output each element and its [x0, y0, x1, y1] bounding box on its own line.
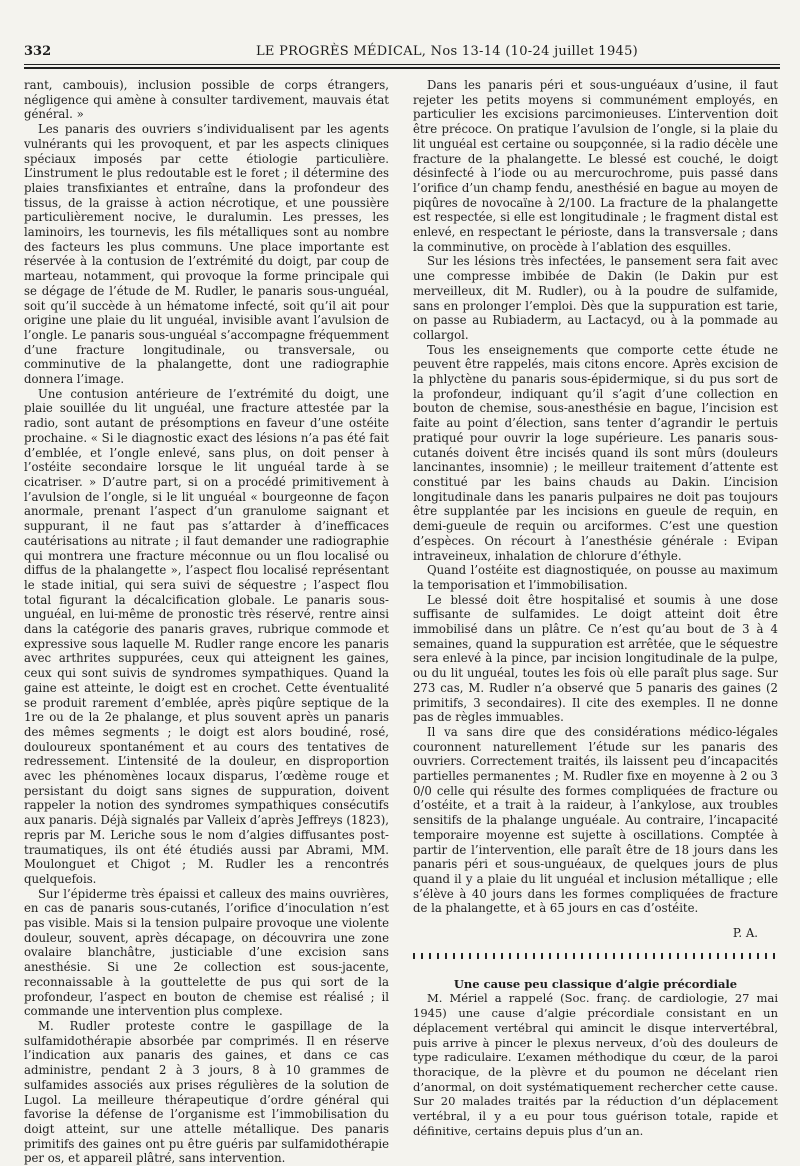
left-column [24, 78, 389, 1166]
paragraph: Sur les lésions très infectées, le pansement sera fait avec une compresse imbibée de Dakin (le Dakin pur est merveilleux, dit M. Rudler), ou à la poudre de sulfamide, sans en prolonger l’emploi. Dès que la suppuration est tarie, on passe au Rubiaderm, au Lactacyd, ou à la pommade au collargol. [413, 254, 778, 342]
page-header [24, 44, 780, 64]
paragraph: Dans les panaris péri et sous-unguéaux d’usine, il faut rejeter les petits moyens si communément employés, en particulier les excisions parcimonieuses. L’intervention doit être précoce. On pratique l’avulsion de l’ongle, si la plaie du lit unguéal est certaine ou soupçonnée, si la radio décèle une fracture de la phalangette. Le blessé est couché, le doigt désinfecté à l’iode ou au mercurochrome, puis passé dans l’orifice d’un champ fendu, anesthésié en bague au moyen de piqûres de novocaïne à 2/100. La fracture de la phalangette est respectée, si elle est longitudinale ; le fragment distal est enlevé, en respectant le périoste, dans la transversale ; dans la comminutive, on procède à l’ablation des esquilles. [413, 78, 778, 254]
article-body: M. Mériel a rappelé (Soc. franç. de cardiologie, 27 mai 1945) une cause d’algie précordiale consistant en un déplacement vertébral qui amincit le disque intervertébral, puis arrive à pincer le plexus nerveux, d’où des douleurs de type radiculaire. L’examen méthodique du cœur, de la paroi thoracique, de la plèvre et du poumon ne décelant rien d’anormal, on doit systématiquement rechercher cette cause. Sur 20 malades traités par la réduction d’un déplacement vertébral, il y a eu pour tous guérison totale, rapide et définitive, certains depuis plus d’un an. [413, 991, 778, 1138]
paragraph: Tous les enseignements que comporte cette étude ne peuvent être rappelés, mais citons encore. Après excision de la phlyctène du panaris sous-épidermique, si du pus sort de la profondeur, indiquant qu’il s’agit d’une collection en bouton de chemise, sous-anesthésie en bague, l’incision est faite au point d’élection, sans tenter d’agrandir le pertuis pratiqué pour ouvrir la loge supérieure. Les panaris sous-cutanés doivent être incisés quand ils sont mûrs (douleurs lancinantes, insomnie) ; le meilleur traitement d’attente est constitué par les bains chauds au Dakin. L’incision longitudinale dans les panaris pulpaires ne doit pas toujours être supplantée par les incisions en gueule de requin, en demi-gueule de requin ou arciformes. C’est une question d’espèces. On récourt à l’anesthésie générale : Evipan intraveineux, inhalation de chlorure d’éthyle. [413, 342, 778, 563]
right-column [413, 78, 778, 1139]
paragraph: Quand l’ostéite est diagnostiquée, on pousse au maximum la temporisation et l’immobilisation. [413, 563, 778, 592]
second-article [413, 977, 778, 1139]
paragraph: Les panaris des ouvriers s’individualisent par les agents vulnérants qui les provoquent, et par les aspects cliniques spéciaux imposés par cette étiologie particulière. L’instrument le plus redoutable est le foret ; il détermine des plaies transfixiantes et entraîne, dans la profondeur des tissus, de la graisse à action nécrotique, et une poussière particulièrement nocive, le duralumin. Les presses, les laminoirs, les tournevis, les fils métalliques sont au nombre des facteurs les plus communs. Une place importante est réservée à la contusion de l’extrémité du doigt, par coup de marteau, notamment, qui provoque la forme principale qui se dégage de l’étude de M. Rudler, le panaris sous-unguéal, soit qu’il succède à un hématome infecté, soit qu’il ait pour origine une plaie du lit unguéal, invisible avant l’avulsion de l’ongle. Le panaris sous-unguéal s’accompagne fréquemment d’une fracture longitudinale, ou transversale, ou comminutive de la phalangette, dont une radiographie donnera l’image. [24, 122, 389, 387]
page-number: 332 [24, 44, 52, 59]
paragraph: M. Rudler proteste contre le gaspillage de la sulfamidothérapie absorbée par comprimés. Il en réserve l’indication aux panaris des gaines, et dans ce cas administre, pendant 2 à 3 jours, 8 à 10 grammes de sulfamides associés aux prises régulières de la solution de Lugol. La meilleure thérapeutique d’ordre général qui favorise la défense de l’organisme est l’immobilisation du doigt atteint, sur une attelle métallique. Des panaris primitifs des gaines ont pu être guéris par sulfamidothérapie per os, et appareil plâtré, sans intervention. [24, 1019, 389, 1166]
paragraph: rant, cambouis), inclusion possible de corps étrangers, négligence qui amène à consulter tardivement, mauvais état général. » [24, 78, 389, 122]
author-signature: P. A. [732, 926, 758, 941]
header-rule-thick [24, 67, 780, 69]
paragraph: Le blessé doit être hospitalisé et soumis à une dose suffisante de sulfamides. Le doigt atteint doit être immobilisé dans un plâtre. Ce n’est qu’au bout de 3 à 4 semaines, quand la suppuration est arrêtée, que le séquestre sera enlevé à la pince, par incision longitudinale de la pulpe, ou du lit unguéal, toutes les fois où elle paraît plus sage. Sur 273 cas, M. Rudler n’a observé que 5 panaris des gaines (2 primitifs, 3 secondaires). Il cite des exemples. Il ne donne pas de règles immuables. [413, 592, 778, 725]
running-title: LE PROGRÈS MÉDICAL, Nos 13-14 (10-24 juillet 1945) [255, 44, 639, 59]
paragraph: Il va sans dire que des considérations médico-légales couronnent naturellement l’étude sur les panaris des ouvriers. Correctement traités, ils laissent peu d’incapacités partielles permanentes ; M. Rudler fixe en moyenne à 2 ou 3 0/0 celle qui résulte des formes compliquées de fracture ou d’ostéite, et a trait à la raideur, à l’ankylose, aux troubles sensitifs de la phalange unguéale. Au contraire, l’incapacité temporaire moyenne est sujette à oscillations. Comptée à partir de l’intervention, elle paraît être de 18 jours dans les panaris péri et sous-unguéaux, de quelques jours de plus quand il y a plaie du lit unguéal et inclusion métallique ; elle s’élève à 40 jours dans les formes compliquées de fracture de la phalangette, et à 65 jours en cas d’ostéite. [413, 724, 778, 916]
paragraph: Une contusion antérieure de l’extrémité du doigt, une plaie souillée du lit unguéal, une fracture attestée par la radio, sont autant de présomptions en faveur d’une ostéite prochaine. « Si le diagnostic exact des lésions n’a pas été fait d’emblée, et l’ongle enlevé, sans plus, on doit penser à l’ostéite secondaire lorsque le lit unguéal tarde à se cicatriser. » D’autre part, si on a procédé primitivement à l’avulsion de l’ongle, si le lit unguéal « bourgeonne de façon anormale, prenant l’aspect d’un granulome saignant et suppurant, il ne faut pas s’attarder à d’inefficaces cautérisations au nitrate ; il faut demander une radiographie qui montrera une fracture méconnue ou un flou localisé ou diffus de la phalangette », l’aspect flou localisé représentant le stade initial, qui sera suivi de séquestre ; l’aspect flou total figurant la décalcification globale. Le panaris sous-unguéal, en lui-même de pronostic très réservé, rentre ainsi dans la catégorie des panaris graves, rubrique commode et expressive sous laquelle M. Rudler range encore les panaris avec arthrites suppurées, ceux qui atteignent les gaines, ceux qui sont suivis de syndromes sympathiques. Quand la gaine est atteinte, le doigt est en crochet. Cette éventualité se produit rarement d’emblée, après piqûre septique de la 1re ou de la 2e phalange, et plus souvent après un panaris des mêmes segments ; le doigt est alors boudiné, rosé, douloureux spontanément et au cours des tentatives de redressement. L’intensité de la douleur, en disproportion avec les phénomènes locaux disparus, l’œdème rouge et persistant du doigt sans signes de suppuration, doivent rappeler la notion des syndromes sympathiques consécutifs aux panaris. Déjà signalés par Valleix d’après Jeffreys (1823), repris par M. Leriche sous le nom d’algies diffusantes post-traumatiques, ils ont été étudiés aussi par Abrami, MM. Moulonguet et Chigot ; M. Rudler les a rencontrés quelquefois. [24, 386, 389, 886]
header-rule [24, 64, 780, 65]
article-title: Une cause peu classique d’algie précordiale [453, 976, 738, 991]
paragraph: Sur l’épiderme très épaissi et calleux des mains ouvrières, en cas de panaris sous-cutanés, l’orifice d’inoculation n’est pas visible. Mais si la tension pulpaire provoque une violente douleur, souvent, après décapage, on découvrira une zone ovalaire blanchâtre, justiciable d’une excision sans anesthésie. Si une 2e collection est sous-jacente, reconnaissable à la gouttelette de pus qui sort de la profondeur, l’aspect en bouton de chemise est réalisé ; il commande une intervention plus complexe. [24, 886, 389, 1019]
article-separator [413, 953, 778, 959]
